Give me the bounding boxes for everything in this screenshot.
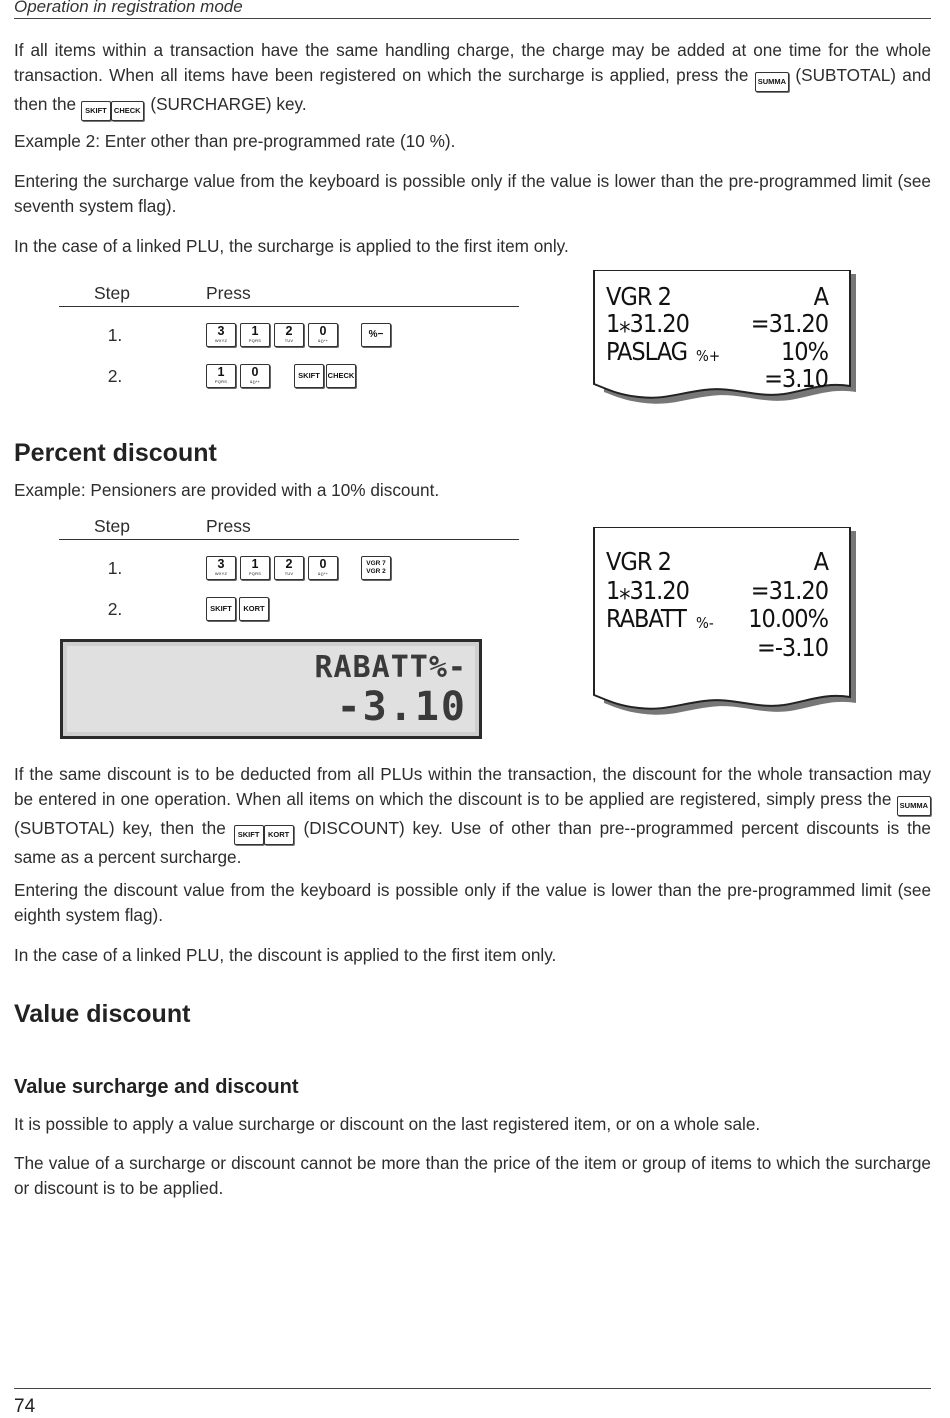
discount-paragraph-2: Entering the discount value from the keyboard is possible only if the value is lower than the pre-programmed limit (see eighth system flag). — [14, 880, 931, 925]
surcharge-steps-table — [0, 280, 530, 400]
surcharge-paragraph-1: If all items within a transaction have the same handling charge, the charge may be added at one time for the whole transaction. When all items have been registered on which the surcharge is applied, press the SUMMA (SUBTOTAL) and then the SKIFT CHECK (SURCHARGE) key. — [14, 38, 931, 121]
step-number: 1. — [107, 558, 123, 578]
skift-key-icon: SKIFT — [294, 364, 324, 388]
surcharge-paragraph-2: Entering the surcharge value from the keyboard is possible only if the value is lower than the pre-programmed limit (see seventh system flag). — [14, 171, 931, 216]
key-2-icon: 2 TUV — [274, 556, 304, 580]
key-1-icon: 1 PQRS — [240, 556, 270, 580]
step-number: 2. — [107, 599, 123, 619]
receipt-line-1-left: VGR 2 — [606, 282, 671, 311]
vgr7-vgr2-key-icon: VGR 7 VGR 2 — [361, 556, 391, 580]
receipt-line-2-left: 1⁎31.20 — [606, 309, 689, 338]
skift-key-icon: SKIFT — [234, 825, 264, 845]
kort-key-icon: KORT — [264, 825, 294, 845]
press-header: Press — [206, 516, 251, 536]
table-rule — [59, 539, 519, 540]
step-number: 1. — [107, 325, 123, 345]
discount-receipt — [590, 527, 862, 727]
page-number: 74 — [14, 1396, 36, 1417]
summa-key-icon: SUMMA — [897, 796, 931, 816]
lcd-display — [60, 639, 482, 739]
percent-discount-example: Example: Pensioners are provided with a 10% discount. — [14, 480, 440, 500]
check-key-icon: CHECK — [326, 364, 356, 388]
check-key-icon: CHECK — [111, 101, 144, 121]
discount-paragraph-1: If the same discount is to be deducted from all PLUs within the transaction, the discount for the whole transaction may be entered in one operation. When all items on which the discount is to be applied are registered, simply press the SUMMA (SUBTOTAL) key, then the SKIFT KORT (DISCOUNT) key. Use of other than pre--programmed percent discounts is the same as a percent surcharge. — [14, 764, 931, 867]
receipt-line-3-left: RABATT — [606, 604, 686, 633]
receipt-line-1-right: A — [813, 282, 828, 311]
receipt-line-3-right: 10% — [781, 337, 828, 366]
percent-discount-heading: Percent discount — [14, 439, 217, 467]
surcharge-receipt — [590, 270, 862, 410]
receipt-line-2-left: 1⁎31.20 — [606, 576, 689, 605]
value-surcharge-paragraph-1: It is possible to apply a value surcharge or discount on the last registered item, or on a whole sale. — [14, 1114, 761, 1134]
receipt-line-3-left: PASLAG — [606, 337, 688, 366]
receipt-line-2-right: =31.20 — [750, 576, 828, 605]
step-number: 2. — [107, 366, 123, 386]
receipt-line-3-mid: %+ — [696, 347, 721, 365]
key-0-icon: 0 &()*+ — [240, 364, 270, 388]
lcd-line-2: -3.10 — [336, 684, 467, 730]
receipt-line-2-right: =31.20 — [750, 309, 828, 338]
receipt-line-4-right: =3.10 — [764, 364, 828, 393]
step-header: Step — [94, 283, 130, 303]
key-1-icon: 1 PQRS — [206, 364, 236, 388]
surcharge-paragraph-3: In the case of a linked PLU, the surcharge is applied to the first item only. — [14, 236, 569, 256]
receipt-line-1-right: A — [813, 547, 828, 576]
key-3-icon: 3 WXYZ — [206, 556, 236, 580]
skift-key-icon: SKIFT — [81, 101, 111, 121]
value-surcharge-paragraph-2: The value of a surcharge or discount cannot be more than the price of the item or group of items to which the surcharge or discount is to be applied. — [14, 1153, 931, 1198]
lcd-line-1: RABATT%- — [314, 650, 467, 685]
percent-minus-key-icon: %− — [361, 323, 391, 347]
receipt-line-3-mid: %- — [696, 614, 714, 632]
footer-rule — [14, 1388, 931, 1389]
running-header: Operation in registration mode — [14, 0, 243, 16]
press-header: Press — [206, 283, 251, 303]
key-0-icon: 0 &()*+ — [308, 556, 338, 580]
header-rule — [14, 18, 931, 19]
table-rule — [59, 306, 519, 307]
key-0-icon: 0 &()*+ — [308, 323, 338, 347]
receipt-line-4-right: =-3.10 — [756, 633, 828, 662]
step-header: Step — [94, 516, 130, 536]
surcharge-example: Example 2: Enter other than pre-programmed rate (10 %). — [14, 131, 456, 151]
skift-key-icon: SKIFT — [206, 597, 236, 621]
receipt-line-3-right: 10.00% — [748, 604, 828, 633]
summa-key-icon: SUMMA — [755, 72, 789, 92]
value-discount-heading: Value discount — [14, 1000, 191, 1028]
discount-steps-table — [0, 513, 530, 623]
discount-paragraph-3: In the case of a linked PLU, the discount is applied to the first item only. — [14, 945, 557, 965]
key-1-icon: 1 PQRS — [240, 323, 270, 347]
key-3-icon: 3 WXYZ — [206, 323, 236, 347]
value-surcharge-heading: Value surcharge and discount — [14, 1076, 299, 1098]
key-2-icon: 2 TUV — [274, 323, 304, 347]
receipt-line-1-left: VGR 2 — [606, 547, 671, 576]
kort-key-icon: KORT — [239, 597, 269, 621]
